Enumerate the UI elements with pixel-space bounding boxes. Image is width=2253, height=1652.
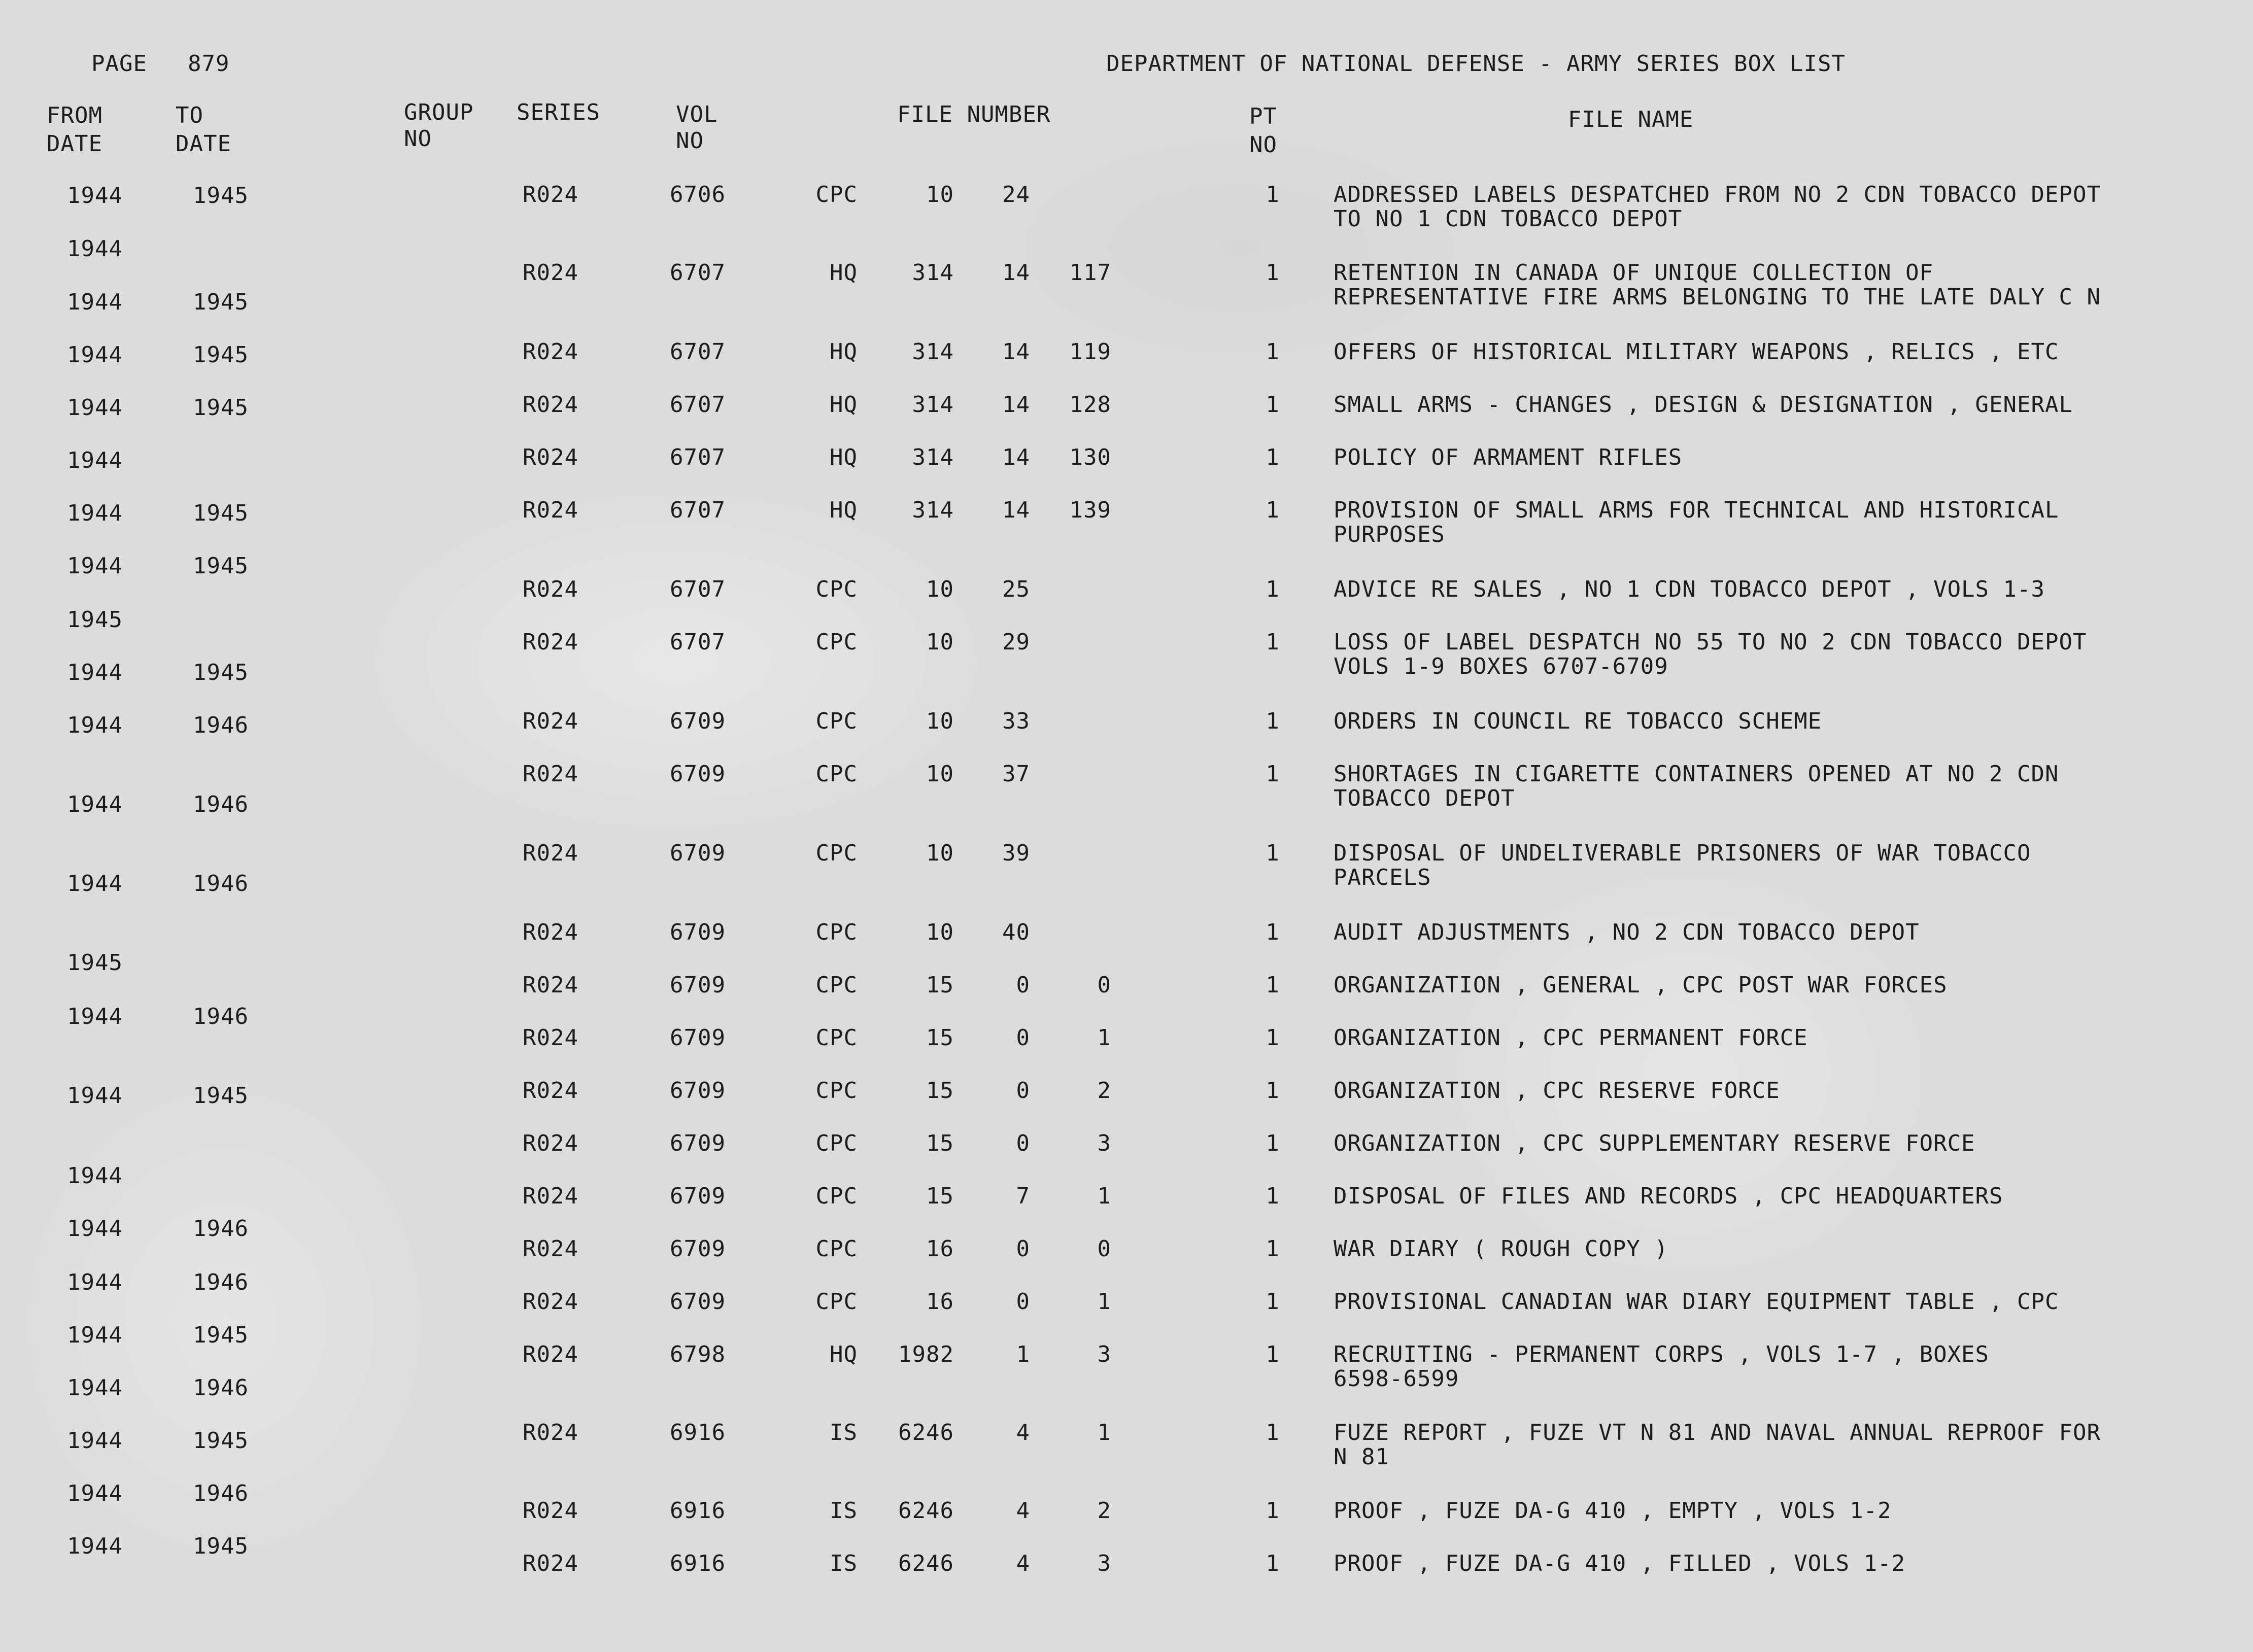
file-prefix-cell: HQ — [830, 339, 858, 365]
file-name-cell: DISPOSAL OF UNDELIVERABLE PRISONERS OF WAR TOBACCO — [1334, 840, 2031, 866]
pt-no-cell: 1 — [1266, 1289, 1280, 1315]
col-header-group: GROUP — [404, 99, 474, 125]
to-date: 1946 — [193, 1004, 249, 1029]
vol-cell: 6709 — [670, 919, 726, 945]
col-header-from-date: DATE — [47, 131, 103, 157]
series-cell: R024 — [523, 392, 578, 418]
pt-no-cell: 1 — [1266, 840, 1280, 866]
file-name-cell: PROVISIONAL CANADIAN WAR DIARY EQUIPMENT TABLE , CPC — [1334, 1289, 2059, 1315]
page-title: DEPARTMENT OF NATIONAL DEFENSE - ARMY SERIES BOX LIST — [1106, 51, 1846, 77]
pt-no-cell: 1 — [1266, 1420, 1280, 1446]
from-date: 1944 — [67, 553, 123, 579]
vol-cell: 6709 — [670, 972, 726, 998]
file-prefix-cell: CPC — [815, 919, 858, 945]
file-number-2-cell: 25 — [1002, 576, 1030, 602]
pt-no-cell: 1 — [1266, 761, 1280, 787]
file-number-2-cell: 0 — [1016, 1078, 1030, 1104]
series-cell: R024 — [523, 1551, 578, 1576]
to-date: 1945 — [193, 289, 249, 315]
file-number-1-cell: 15 — [926, 1130, 954, 1156]
pt-no-cell: 1 — [1266, 1236, 1280, 1262]
pt-no-cell: 1 — [1266, 919, 1280, 945]
file-name-cell: AUDIT ADJUSTMENTS , NO 2 CDN TOBACCO DEPOT — [1334, 919, 1920, 945]
pt-no-cell: 1 — [1266, 392, 1280, 418]
file-prefix-cell: CPC — [815, 1130, 858, 1156]
col-header-pt: PT — [1249, 104, 1277, 129]
to-date: 1946 — [193, 1216, 249, 1242]
from-date: 1944 — [67, 1083, 123, 1109]
file-number-3-cell: 3 — [1097, 1551, 1111, 1576]
file-number-2-cell: 14 — [1002, 339, 1030, 365]
pt-no-cell: 1 — [1266, 1025, 1280, 1051]
file-number-3-cell: 0 — [1097, 1236, 1111, 1262]
col-header-to-date: DATE — [176, 131, 231, 157]
file-number-1-cell: 16 — [926, 1236, 954, 1262]
file-name-cell-continued: PARCELS — [1334, 865, 1431, 890]
file-name-cell: ORGANIZATION , CPC SUPPLEMENTARY RESERVE FORCE — [1334, 1130, 1975, 1156]
file-name-cell: RETENTION IN CANADA OF UNIQUE COLLECTION OF — [1334, 260, 1934, 286]
file-number-2-cell: 14 — [1002, 444, 1030, 470]
col-header-vol: VOL — [676, 101, 718, 127]
pt-no-cell: 1 — [1266, 497, 1280, 523]
from-date: 1944 — [67, 500, 123, 526]
to-date: 1946 — [193, 871, 249, 897]
to-date: 1946 — [193, 1481, 249, 1506]
from-date: 1944 — [67, 1004, 123, 1029]
vol-cell: 6916 — [670, 1551, 726, 1576]
file-number-1-cell: 10 — [926, 576, 954, 602]
vol-cell: 6916 — [670, 1498, 726, 1524]
page-number: 879 — [188, 51, 230, 77]
to-date: 1946 — [193, 1375, 249, 1401]
file-number-2-cell: 40 — [1002, 919, 1030, 945]
from-date: 1945 — [67, 607, 123, 633]
file-name-cell: DISPOSAL OF FILES AND RECORDS , CPC HEADQUARTERS — [1334, 1183, 2003, 1209]
to-date: 1945 — [193, 553, 249, 579]
file-number-3-cell: 1 — [1097, 1420, 1111, 1446]
series-cell: R024 — [523, 497, 578, 523]
vol-cell: 6798 — [670, 1341, 726, 1367]
file-number-1-cell: 6246 — [898, 1420, 954, 1446]
from-date: 1944 — [67, 871, 123, 897]
file-number-2-cell: 4 — [1016, 1420, 1030, 1446]
vol-cell: 6709 — [670, 1025, 726, 1051]
vol-cell: 6707 — [670, 260, 726, 286]
col-header-series: SERIES — [517, 99, 600, 125]
file-prefix-cell: HQ — [830, 444, 858, 470]
file-name-cell: ADVICE RE SALES , NO 1 CDN TOBACCO DEPOT , VOLS 1-3 — [1334, 576, 2045, 602]
col-header-from: FROM — [47, 102, 103, 128]
vol-cell: 6709 — [670, 1183, 726, 1209]
pt-no-cell: 1 — [1266, 260, 1280, 286]
series-cell: R024 — [523, 1289, 578, 1315]
series-cell: R024 — [523, 1130, 578, 1156]
file-number-1-cell: 6246 — [898, 1551, 954, 1576]
file-prefix-cell: HQ — [830, 260, 858, 286]
series-cell: R024 — [523, 444, 578, 470]
file-name-cell: FUZE REPORT , FUZE VT N 81 AND NAVAL ANNUAL REPROOF FOR — [1334, 1420, 2101, 1446]
vol-cell: 6707 — [670, 339, 726, 365]
file-number-3-cell: 1 — [1097, 1289, 1111, 1315]
from-date: 1944 — [67, 1428, 123, 1454]
vol-cell: 6709 — [670, 761, 726, 787]
pt-no-cell: 1 — [1266, 1551, 1280, 1576]
vol-cell: 6709 — [670, 708, 726, 734]
file-number-2-cell: 14 — [1002, 392, 1030, 418]
file-number-2-cell: 0 — [1016, 1236, 1030, 1262]
to-date: 1946 — [193, 712, 249, 738]
pt-no-cell: 1 — [1266, 444, 1280, 470]
file-number-3-cell: 139 — [1069, 497, 1111, 523]
file-number-2-cell: 37 — [1002, 761, 1030, 787]
from-date: 1944 — [67, 448, 123, 473]
from-date: 1944 — [67, 712, 123, 738]
from-date: 1944 — [67, 1269, 123, 1295]
file-number-1-cell: 10 — [926, 919, 954, 945]
file-number-2-cell: 4 — [1016, 1551, 1030, 1576]
vol-cell: 6709 — [670, 840, 726, 866]
file-prefix-cell: CPC — [815, 1078, 858, 1104]
vol-cell: 6709 — [670, 1236, 726, 1262]
to-date: 1946 — [193, 1269, 249, 1295]
file-number-1-cell: 314 — [912, 339, 954, 365]
to-date: 1946 — [193, 791, 249, 817]
series-cell: R024 — [523, 1025, 578, 1051]
file-number-3-cell: 2 — [1097, 1078, 1111, 1104]
file-prefix-cell: HQ — [830, 392, 858, 418]
series-cell: R024 — [523, 182, 578, 208]
file-number-2-cell: 24 — [1002, 182, 1030, 208]
from-date: 1944 — [67, 1481, 123, 1506]
file-number-1-cell: 10 — [926, 840, 954, 866]
col-header-file-number: FILE NUMBER — [897, 101, 1051, 127]
file-number-1-cell: 15 — [926, 1078, 954, 1104]
file-number-2-cell: 7 — [1016, 1183, 1030, 1209]
from-date: 1944 — [67, 342, 123, 368]
file-number-2-cell: 4 — [1016, 1498, 1030, 1524]
file-number-3-cell: 3 — [1097, 1341, 1111, 1367]
col-header-pt-no: NO — [1249, 132, 1277, 158]
pt-no-cell: 1 — [1266, 1130, 1280, 1156]
vol-cell: 6709 — [670, 1078, 726, 1104]
file-name-cell-continued: TO NO 1 CDN TOBACCO DEPOT — [1334, 206, 1683, 232]
pt-no-cell: 1 — [1266, 182, 1280, 208]
from-date: 1944 — [67, 1533, 123, 1559]
to-date: 1945 — [193, 1428, 249, 1454]
file-number-3-cell: 1 — [1097, 1025, 1111, 1051]
file-name-cell: SMALL ARMS - CHANGES , DESIGN & DESIGNATION , GENERAL — [1334, 392, 2073, 418]
from-date: 1944 — [67, 1163, 123, 1189]
file-prefix-cell: CPC — [815, 840, 858, 866]
file-number-3-cell: 119 — [1069, 339, 1111, 365]
series-cell: R024 — [523, 1236, 578, 1262]
file-number-2-cell: 0 — [1016, 1025, 1030, 1051]
file-name-cell-continued: REPRESENTATIVE FIRE ARMS BELONGING TO THE LATE DALY C N — [1334, 284, 2101, 310]
file-name-cell: PROVISION OF SMALL ARMS FOR TECHNICAL AND HISTORICAL — [1334, 497, 2059, 523]
series-cell: R024 — [523, 629, 578, 655]
pt-no-cell: 1 — [1266, 1183, 1280, 1209]
file-number-2-cell: 0 — [1016, 1130, 1030, 1156]
file-number-1-cell: 15 — [926, 1183, 954, 1209]
series-cell: R024 — [523, 840, 578, 866]
col-header-file-name: FILE NAME — [1568, 107, 1694, 132]
series-cell: R024 — [523, 1498, 578, 1524]
file-number-1-cell: 314 — [912, 444, 954, 470]
file-prefix-cell: CPC — [815, 1183, 858, 1209]
file-number-3-cell: 130 — [1069, 444, 1111, 470]
file-prefix-cell: IS — [830, 1498, 858, 1524]
from-date: 1944 — [67, 1375, 123, 1401]
from-date: 1945 — [67, 950, 123, 976]
to-date: 1945 — [193, 1533, 249, 1559]
pt-no-cell: 1 — [1266, 1078, 1280, 1104]
file-name-cell: ORGANIZATION , CPC PERMANENT FORCE — [1334, 1025, 1808, 1051]
file-prefix-cell: CPC — [815, 576, 858, 602]
vol-cell: 6707 — [670, 392, 726, 418]
from-date: 1944 — [67, 183, 123, 209]
file-name-cell: LOSS OF LABEL DESPATCH NO 55 TO NO 2 CDN TOBACCO DEPOT — [1334, 629, 2087, 655]
file-name-cell: SHORTAGES IN CIGARETTE CONTAINERS OPENED AT NO 2 CDN — [1334, 761, 2059, 787]
to-date: 1945 — [193, 395, 249, 421]
series-cell: R024 — [523, 1183, 578, 1209]
file-number-2-cell: 14 — [1002, 497, 1030, 523]
to-date: 1945 — [193, 1322, 249, 1348]
file-prefix-cell: IS — [830, 1420, 858, 1446]
to-date: 1945 — [193, 342, 249, 368]
series-cell: R024 — [523, 339, 578, 365]
pt-no-cell: 1 — [1266, 1341, 1280, 1367]
file-number-1-cell: 15 — [926, 1025, 954, 1051]
file-name-cell: ORGANIZATION , CPC RESERVE FORCE — [1334, 1078, 1780, 1104]
file-number-1-cell: 10 — [926, 708, 954, 734]
to-date: 1945 — [193, 1083, 249, 1109]
pt-no-cell: 1 — [1266, 629, 1280, 655]
col-header-to: TO — [176, 102, 203, 128]
file-number-1-cell: 1982 — [898, 1341, 954, 1367]
pt-no-cell: 1 — [1266, 339, 1280, 365]
file-number-3-cell: 117 — [1069, 260, 1111, 286]
file-name-cell: PROOF , FUZE DA-G 410 , EMPTY , VOLS 1-2 — [1334, 1498, 1892, 1524]
file-prefix-cell: HQ — [830, 1341, 858, 1367]
vol-cell: 6916 — [670, 1420, 726, 1446]
pt-no-cell: 1 — [1266, 1498, 1280, 1524]
file-number-1-cell: 6246 — [898, 1498, 954, 1524]
series-cell: R024 — [523, 708, 578, 734]
file-number-2-cell: 1 — [1016, 1341, 1030, 1367]
file-number-2-cell: 39 — [1002, 840, 1030, 866]
pt-no-cell: 1 — [1266, 972, 1280, 998]
file-name-cell-continued: N 81 — [1334, 1444, 1389, 1470]
file-number-1-cell: 10 — [926, 761, 954, 787]
to-date: 1945 — [193, 500, 249, 526]
series-cell: R024 — [523, 761, 578, 787]
file-number-3-cell: 2 — [1097, 1498, 1111, 1524]
file-number-1-cell: 314 — [912, 497, 954, 523]
vol-cell: 6707 — [670, 629, 726, 655]
from-date: 1944 — [67, 1216, 123, 1242]
file-name-cell: WAR DIARY ( ROUGH COPY ) — [1334, 1236, 1668, 1262]
from-date: 1944 — [67, 236, 123, 262]
from-date: 1944 — [67, 395, 123, 421]
from-date: 1944 — [67, 791, 123, 817]
file-number-1-cell: 314 — [912, 260, 954, 286]
file-prefix-cell: CPC — [815, 629, 858, 655]
series-cell: R024 — [523, 919, 578, 945]
file-prefix-cell: CPC — [815, 1236, 858, 1262]
file-number-1-cell: 10 — [926, 629, 954, 655]
to-date: 1945 — [193, 183, 249, 209]
file-number-2-cell: 0 — [1016, 1289, 1030, 1315]
col-header-group-no: NO — [404, 126, 432, 152]
vol-cell: 6706 — [670, 182, 726, 208]
file-number-2-cell: 33 — [1002, 708, 1030, 734]
file-number-1-cell: 16 — [926, 1289, 954, 1315]
file-prefix-cell: CPC — [815, 182, 858, 208]
vol-cell: 6709 — [670, 1289, 726, 1315]
vol-cell: 6709 — [670, 1130, 726, 1156]
file-name-cell: ADDRESSED LABELS DESPATCHED FROM NO 2 CDN TOBACCO DEPOT — [1334, 182, 2101, 208]
from-date: 1944 — [67, 660, 123, 685]
file-name-cell: ORDERS IN COUNCIL RE TOBACCO SCHEME — [1334, 708, 1822, 734]
file-number-1-cell: 15 — [926, 972, 954, 998]
file-number-3-cell: 3 — [1097, 1130, 1111, 1156]
series-cell: R024 — [523, 1078, 578, 1104]
file-prefix-cell: CPC — [815, 1025, 858, 1051]
file-number-3-cell: 128 — [1069, 392, 1111, 418]
file-name-cell-continued: TOBACCO DEPOT — [1334, 785, 1515, 811]
pt-no-cell: 1 — [1266, 576, 1280, 602]
file-prefix-cell: HQ — [830, 497, 858, 523]
series-cell: R024 — [523, 576, 578, 602]
file-name-cell: OFFERS OF HISTORICAL MILITARY WEAPONS , RELICS , ETC — [1334, 339, 2059, 365]
from-date: 1944 — [67, 289, 123, 315]
file-prefix-cell: CPC — [815, 761, 858, 787]
file-prefix-cell: CPC — [815, 708, 858, 734]
file-name-cell-continued: PURPOSES — [1334, 522, 1445, 547]
pt-no-cell: 1 — [1266, 708, 1280, 734]
series-cell: R024 — [523, 1341, 578, 1367]
file-name-cell: PROOF , FUZE DA-G 410 , FILLED , VOLS 1-2 — [1334, 1551, 1906, 1576]
col-header-vol-no: NO — [676, 128, 704, 154]
file-name-cell-continued: 6598-6599 — [1334, 1366, 1459, 1392]
file-number-1-cell: 314 — [912, 392, 954, 418]
vol-cell: 6707 — [670, 444, 726, 470]
file-name-cell: POLICY OF ARMAMENT RIFLES — [1334, 444, 1683, 470]
page-label: PAGE — [91, 51, 147, 77]
vol-cell: 6707 — [670, 576, 726, 602]
series-cell: R024 — [523, 1420, 578, 1446]
file-number-2-cell: 14 — [1002, 260, 1030, 286]
file-number-2-cell: 0 — [1016, 972, 1030, 998]
file-prefix-cell: CPC — [815, 972, 858, 998]
to-date: 1945 — [193, 660, 249, 685]
from-date: 1944 — [67, 1322, 123, 1348]
file-number-2-cell: 29 — [1002, 629, 1030, 655]
file-number-3-cell: 0 — [1097, 972, 1111, 998]
series-cell: R024 — [523, 972, 578, 998]
file-prefix-cell: IS — [830, 1551, 858, 1576]
file-prefix-cell: CPC — [815, 1289, 858, 1315]
file-name-cell: ORGANIZATION , GENERAL , CPC POST WAR FORCES — [1334, 972, 1948, 998]
vol-cell: 6707 — [670, 497, 726, 523]
file-number-3-cell: 1 — [1097, 1183, 1111, 1209]
file-name-cell-continued: VOLS 1-9 BOXES 6707-6709 — [1334, 653, 1668, 679]
file-number-1-cell: 10 — [926, 182, 954, 208]
file-name-cell: RECRUITING - PERMANENT CORPS , VOLS 1-7 , BOXES — [1334, 1341, 1990, 1367]
series-cell: R024 — [523, 260, 578, 286]
